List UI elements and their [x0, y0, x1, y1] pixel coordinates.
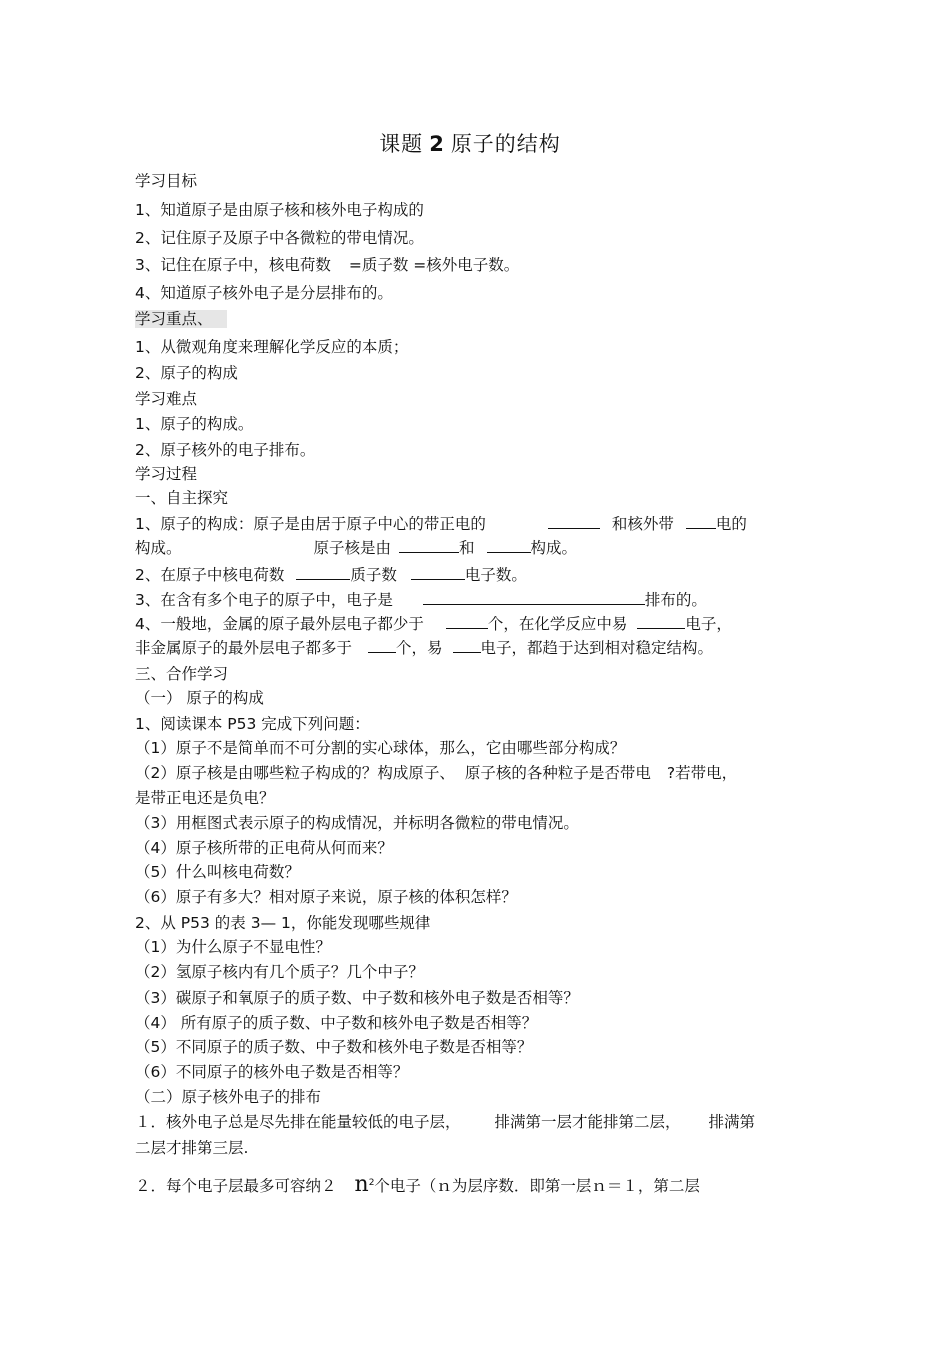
paragraph-1-line2: 二层才排第三层. — [135, 1139, 249, 1157]
answer-blank[interactable] — [296, 565, 350, 580]
title-prefix: 课题 — [379, 132, 424, 156]
sub1-heading: （一） 原子的构成 — [135, 689, 264, 707]
keypoint-item: 2、原子的构成 — [135, 364, 238, 382]
question-1-line1: 1、原子的构成：原子是由居于原子中心的带正电的 和核外带 电的 — [135, 515, 747, 533]
keypoints-heading: 学习重点、 — [135, 309, 227, 329]
table-question: （4） 所有原子的质子数、中子数和核外电子数是否相等？ — [135, 1014, 538, 1032]
question-3: 3、在含有多个电子的原子中，电子是 排布的。 — [135, 591, 707, 609]
table-question: （6）不同原子的核外电子数是否相等？ — [135, 1063, 409, 1081]
answer-blank[interactable] — [399, 538, 459, 553]
answer-blank[interactable] — [423, 590, 645, 605]
question-4-line2: 非金属原子的最外层电子都多于 个，易 电子，都趋于达到相对稳定结构。 — [135, 639, 714, 657]
difficulty-heading: 学习难点 — [135, 390, 198, 408]
table-question: （5）不同原子的质子数、中子数和核外电子数是否相等？ — [135, 1038, 533, 1056]
read-question: （3）用框图式表示原子的构成情况，并标明各微粒的带电情况。 — [135, 814, 579, 832]
read-question: （6）原子有多大？相对原子来说，原子核的体积怎样？ — [135, 888, 517, 906]
title-text: 原子的结构 — [450, 132, 561, 156]
objective-item: 4、知道原子核外电子是分层排布的。 — [135, 284, 393, 302]
difficulty-item: 2、原子核外的电子排布。 — [135, 441, 316, 459]
question-1-line2: 构成。 原子核是由 和 构成。 — [135, 539, 578, 557]
answer-blank[interactable] — [548, 514, 600, 529]
read-question: （4）原子核所带的正电荷从何而来？ — [135, 839, 393, 857]
objective-item: 1、知道原子是由原子核和核外电子构成的 — [135, 201, 424, 219]
table-question: （2）氢原子核内有几个质子？几个中子？ — [135, 963, 424, 981]
read-task-2: 2、从 P53 的表 3— 1，你能发现哪些规律 — [135, 914, 431, 932]
objectives-heading: 学习目标 — [135, 172, 198, 190]
process-heading: 学习过程 — [135, 465, 198, 483]
title-number: 2 — [429, 132, 445, 156]
read-question: （5）什么叫核电荷数？ — [135, 863, 300, 881]
paragraph-1-line1: １．核外电子总是尽先排在能量较低的电子层， 排满第一层才能排第二层， 排满第 — [135, 1113, 756, 1131]
answer-blank[interactable] — [453, 638, 481, 653]
paragraph-2: ２．每个电子层最多可容纳２ $n^2$个电子（ｎ为层序数．即第一层ｎ＝１，第二层 — [135, 1172, 700, 1197]
answer-blank[interactable] — [487, 538, 531, 553]
table-question: （3）碳原子和氧原子的质子数、中子数和核外电子数是否相等？ — [135, 989, 579, 1007]
read-question: （2）原子核是由哪些粒子构成的？构成原子、 原子核的各种粒子是否带电 ?若带电， — [135, 764, 738, 782]
difficulty-item: 1、原子的构成。 — [135, 415, 254, 433]
answer-blank[interactable] — [637, 614, 685, 629]
section1-heading: 一、自主探究 — [135, 489, 229, 507]
read-task-1: 1、阅读课本 P53 完成下列问题： — [135, 715, 370, 733]
document-title — [0, 128, 940, 158]
objective-item: 2、记住原子及原子中各微粒的带电情况。 — [135, 229, 424, 247]
question-2: 2、在原子中核电荷数 质子数 电子数。 — [135, 566, 527, 584]
answer-blank[interactable] — [368, 638, 396, 653]
keypoint-item: 1、从微观角度来理解化学反应的本质； — [135, 338, 409, 356]
section3-heading: 三、合作学习 — [135, 665, 229, 683]
sub2-heading: （二）原子核外电子的排布 — [135, 1088, 322, 1106]
read-question-cont: 是带正电还是负电？ — [135, 789, 275, 807]
question-4-line1: 4、一般地，金属的原子最外层电子都少于 个，在化学反应中易 电子， — [135, 615, 732, 633]
answer-blank[interactable] — [686, 514, 716, 529]
objective-item: 3、记住在原子中，核电荷数 =质子数 =核外电子数。 — [135, 256, 520, 274]
read-question: （1）原子不是简单而不可分割的实心球体，那么，它由哪些部分构成？ — [135, 739, 626, 757]
answer-blank[interactable] — [446, 614, 488, 629]
answer-blank[interactable] — [411, 565, 465, 580]
table-question: （1）为什么原子不显电性？ — [135, 938, 331, 956]
